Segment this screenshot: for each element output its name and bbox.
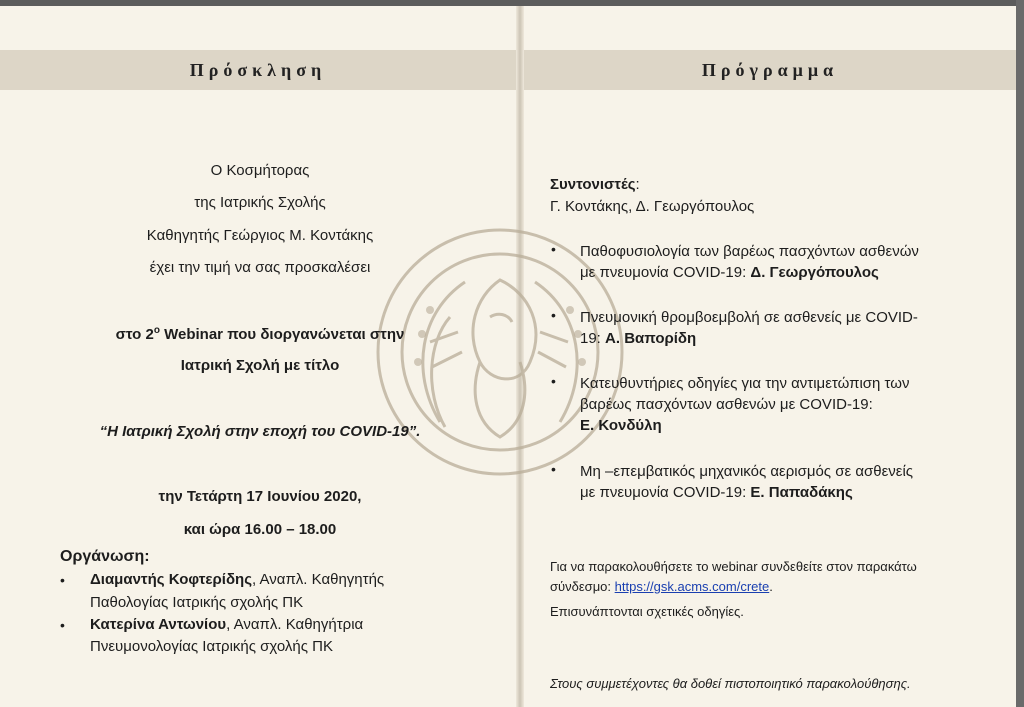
- organizer-2: Κατερίνα Αντωνίου, Αναπλ. Καθηγήτρια: [90, 616, 364, 633]
- intro-line-2: της Ιατρικής Σχολής: [194, 194, 326, 211]
- talk-1: Παθοφυσιολογία των βαρέως πασχόντων ασθενών με πνευμονία COVID-19: Δ. Γεωργόπουλος: [580, 243, 919, 281]
- intro-line-1: Ο Κοσμήτορας: [210, 162, 310, 179]
- bullet-icon: •: [551, 461, 556, 477]
- bullet-icon: •: [551, 241, 556, 257]
- connect-link-line: σύνδεσμο: https://gsk.acms.com/crete.: [550, 579, 773, 594]
- left-header-band: [0, 50, 516, 90]
- bullet-icon: •: [60, 572, 65, 588]
- talk-2: Πνευμονική θρομβοεμβολή σε ασθενείς με COVID- 19: Α. Βαπορίδη: [580, 309, 918, 347]
- organizer-1: Διαμαντής Κοφτερίδης, Αναπλ. Καθηγητής: [90, 571, 385, 588]
- coordinators-names: Γ. Κοντάκης, Δ. Γεωργόπουλος: [550, 198, 755, 215]
- viewer-scrollbar[interactable]: [1016, 0, 1024, 707]
- webinar-line-1: στο $2^o$ Webinar που διοργανώνεται στην: [115, 325, 405, 343]
- viewer-top-border: [0, 0, 1024, 6]
- invitation-header: Πρόσκληση: [189, 59, 327, 80]
- bullet-icon: •: [60, 617, 65, 633]
- bullet-icon: •: [551, 373, 556, 389]
- intro-line-3: Καθηγητής Γεώργιος Μ. Κοντάκης: [146, 227, 374, 244]
- intro-line-4: έχει την τιμή να σας προσκαλέσει: [149, 259, 371, 276]
- talk-3: Κατευθυντήριες οδηγίες για την αντιμετώπιση των βαρέως πασχόντων ασθενών με COVID-19: Ε. Κονδύλη: [580, 375, 910, 434]
- webinar-title: “Η Ιατρική Σχολή στην εποχή του COVID-19”.: [99, 423, 421, 440]
- organizer-1-dept: Παθολογίας Ιατρικής σχολής ΠΚ: [90, 594, 304, 611]
- program-header: Πρόγραμμα: [701, 59, 839, 80]
- organization-label: Οργάνωση:: [60, 548, 150, 565]
- coordinators-heading: Συντονιστές:: [550, 176, 640, 193]
- event-date: την Τετάρτη 17 Ιουνίου 2020,: [158, 488, 362, 505]
- event-time: και ώρα 16.00 – 18.00: [183, 521, 337, 538]
- talk-4: Μη –επεμβατικός μηχανικός αερισμός σε ασθενείς με πνευμονία COVID-19: Ε. Παπαδάκης: [580, 463, 914, 501]
- webinar-link[interactable]: https://gsk.acms.com/crete: [614, 579, 770, 594]
- webinar-line-2: Ιατρική Σχολή με τίτλο: [180, 357, 340, 374]
- right-header-band: [524, 50, 1016, 90]
- attachments-note: Επισυνάπτονται σχετικές οδηγίες.: [550, 604, 744, 619]
- organizer-2-dept: Πνευμονολογίας Ιατρικής σχολής ΠΚ: [90, 638, 334, 655]
- connect-text: Για να παρακολουθήσετε το webinar συνδεθείτε στον παρακάτω: [550, 559, 917, 574]
- certificate-note: Στους συμμετέχοντες θα δοθεί πιστοποιητικό παρακολούθησης.: [550, 676, 911, 691]
- bullet-icon: •: [551, 307, 556, 323]
